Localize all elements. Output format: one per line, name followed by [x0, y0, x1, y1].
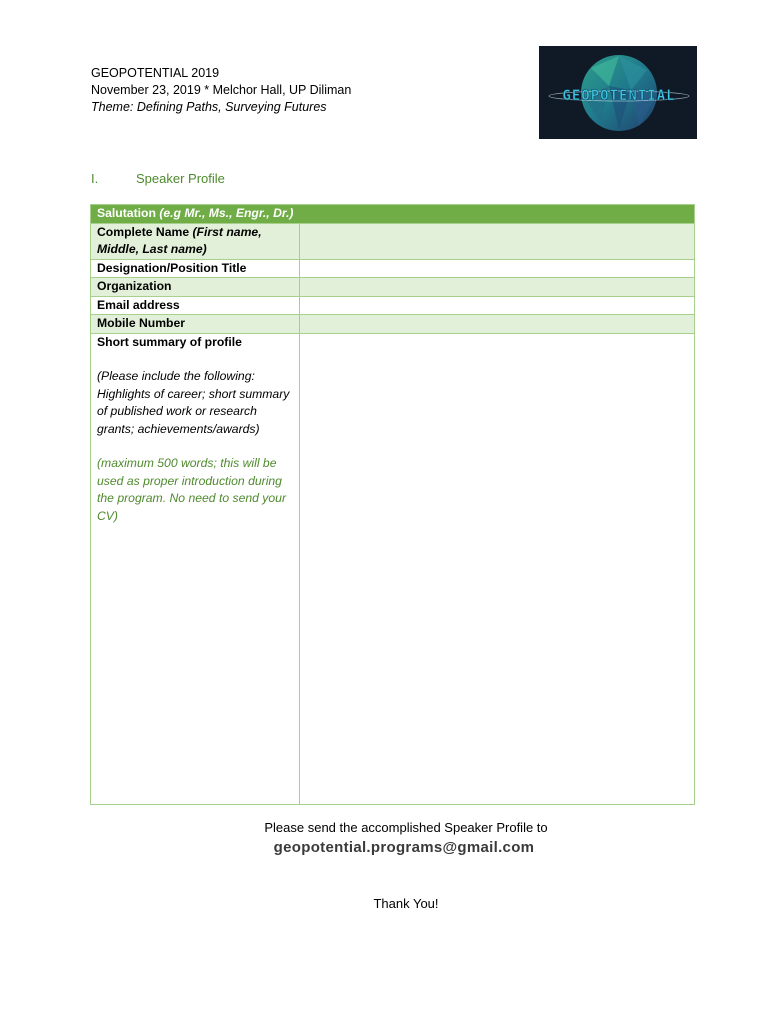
salutation-row: [91, 205, 695, 224]
logo-text: GEOPOTENTIAL: [562, 88, 676, 104]
document-header: [91, 65, 351, 116]
salutation-hint: (e.g Mr., Ms., Engr., Dr.): [159, 206, 294, 220]
speaker-profile-table: [90, 204, 695, 805]
complete-name-hint: (First name, Middle, Last name): [97, 224, 262, 256]
email-row: [91, 296, 695, 315]
mobile-row: [91, 315, 695, 334]
event-name: GEOPOTENTIAL 2019: [91, 66, 220, 80]
email-field[interactable]: [300, 296, 695, 315]
summary-label: Short summary of profile: [97, 334, 242, 349]
complete-name-label-cell: [91, 223, 300, 259]
summary-instructions: (Please include the following: Highlights of career; short summary of published work or research grants; achievements/awards): [97, 369, 290, 436]
contact-email[interactable]: geopotential.programs@gmail.com: [273, 839, 535, 856]
summary-field[interactable]: [300, 333, 695, 804]
complete-name-row: [91, 223, 695, 259]
event-theme: Theme: Defining Paths, Surveying Futures: [91, 100, 327, 114]
event-date-venue: November 23, 2019 * Melchor Hall, UP Diliman: [91, 83, 352, 97]
summary-label-cell: [91, 333, 300, 804]
organization-field[interactable]: [300, 278, 695, 297]
section-heading: [91, 171, 225, 186]
mobile-label: Mobile Number: [91, 315, 300, 334]
salutation-cell: [91, 205, 695, 224]
summary-word-limit-note: (maximum 500 words; this will be used as proper introduction during the program. No need to send your CV): [97, 456, 287, 523]
section-number: I.: [91, 171, 99, 186]
organization-row: [91, 278, 695, 297]
designation-label: Designation/Position Title: [91, 259, 300, 278]
complete-name-field[interactable]: [300, 223, 695, 259]
mobile-field[interactable]: [300, 315, 695, 334]
geopotential-logo: [539, 46, 697, 139]
organization-label: Organization: [91, 278, 300, 297]
complete-name-label: Complete Name: [97, 224, 190, 239]
salutation-label: Salutation: [97, 206, 156, 220]
email-label: Email address: [91, 296, 300, 315]
section-title: Speaker Profile: [136, 171, 225, 186]
submission-instruction: Please send the accomplished Speaker Profile to: [264, 820, 548, 835]
designation-row: [91, 259, 695, 278]
thank-you-text: Thank You!: [373, 896, 439, 911]
summary-row: [91, 333, 695, 804]
designation-field[interactable]: [300, 259, 695, 278]
